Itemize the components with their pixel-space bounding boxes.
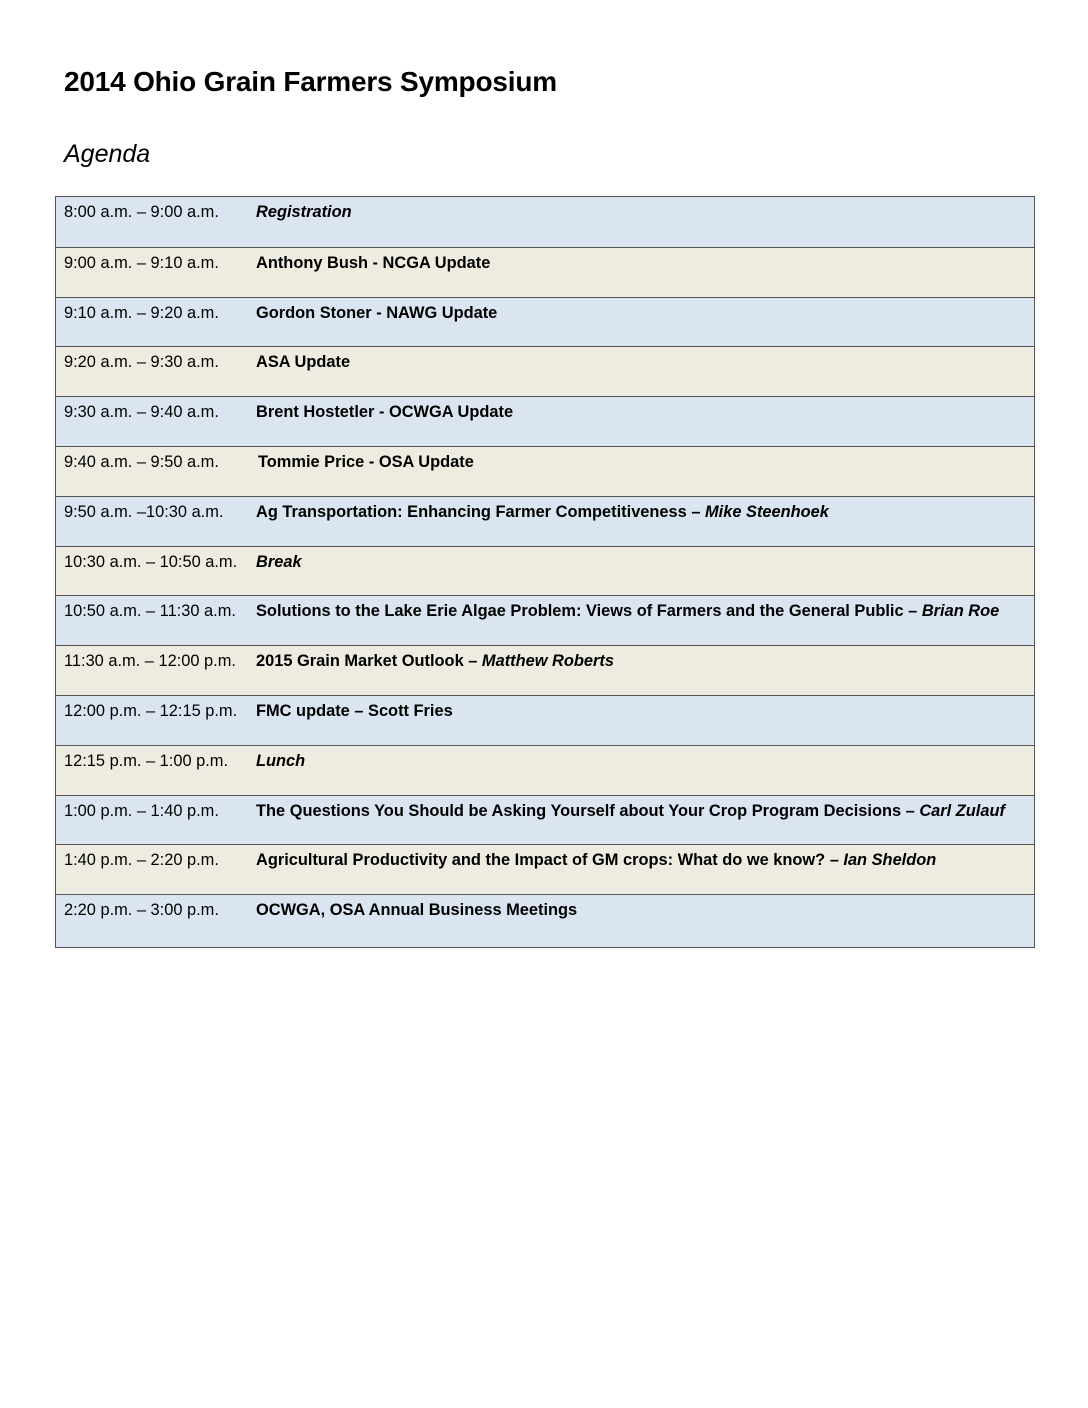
- agenda-time: 11:30 a.m. – 12:00 p.m.: [64, 652, 236, 671]
- session-title: Solutions to the Lake Erie Algae Problem: Views of Farmers and the General Public –: [256, 602, 918, 621]
- session-title: ASA Update: [256, 353, 351, 372]
- agenda-row: [56, 695, 1034, 745]
- session-title: Break: [256, 552, 302, 571]
- agenda-row: [56, 844, 1034, 894]
- session-title: Anthony Bush - NCGA Update: [256, 253, 491, 272]
- session-title: Agricultural Productivity and the Impact of GM crops: What do we know? –: [256, 851, 839, 870]
- session-speaker: Ian Sheldon: [843, 851, 937, 870]
- session-title: Brent Hostetler - OCWGA Update: [256, 403, 514, 422]
- agenda-time: 9:40 a.m. – 9:50 a.m.: [64, 452, 219, 471]
- session-title: 2015 Grain Market Outlook –: [256, 652, 478, 671]
- agenda-time: 1:00 p.m. – 1:40 p.m.: [64, 801, 219, 820]
- agenda-row: [56, 247, 1034, 297]
- session-speaker: Mike Steenhoek: [705, 502, 829, 521]
- document-title: 2014 Ohio Grain Farmers Symposium: [64, 66, 557, 97]
- agenda-session: [256, 602, 999, 621]
- agenda-row: [56, 894, 1034, 947]
- agenda-session: [256, 304, 497, 323]
- agenda-session: [256, 802, 1005, 821]
- agenda-time: 12:00 p.m. – 12:15 p.m.: [64, 701, 238, 720]
- session-title: FMC update – Scott Fries: [256, 701, 453, 720]
- agenda-row: [56, 396, 1034, 446]
- agenda-session: [256, 353, 350, 372]
- agenda-session: [256, 503, 829, 522]
- session-title: The Questions You Should be Asking Yourself about Your Crop Program Decisions –: [256, 801, 915, 820]
- session-speaker: Carl Zulauf: [919, 801, 1005, 820]
- agenda-session: [256, 851, 936, 870]
- agenda-row: [56, 795, 1034, 845]
- agenda-session: [256, 652, 614, 671]
- session-title: Ag Transportation: Enhancing Farmer Competitiveness –: [256, 502, 701, 521]
- agenda-row: [56, 645, 1034, 695]
- agenda-row: [56, 496, 1034, 546]
- agenda-row: [56, 446, 1034, 496]
- agenda-row: [56, 745, 1034, 795]
- agenda-time: 1:40 p.m. – 2:20 p.m.: [64, 851, 219, 870]
- agenda-row: [56, 595, 1034, 645]
- agenda-row: [56, 546, 1034, 596]
- agenda-time: 8:00 a.m. – 9:00 a.m.: [64, 203, 219, 221]
- agenda-session: [256, 702, 453, 721]
- agenda-table: [55, 196, 1035, 948]
- agenda-time: 9:20 a.m. – 9:30 a.m.: [64, 353, 219, 372]
- agenda-session: [256, 901, 577, 920]
- session-speaker: Brian Roe: [921, 602, 1000, 621]
- agenda-time: 9:30 a.m. – 9:40 a.m.: [64, 403, 219, 422]
- agenda-session: [256, 403, 513, 422]
- agenda-time: 10:50 a.m. – 11:30 a.m.: [64, 602, 236, 621]
- agenda-session: [258, 453, 474, 472]
- session-title: Gordon Stoner - NAWG Update: [256, 303, 498, 322]
- agenda-heading: Agenda: [64, 140, 151, 168]
- agenda-session: [256, 553, 302, 572]
- agenda-time: 10:30 a.m. – 10:50 a.m.: [64, 552, 238, 571]
- agenda-time: 12:15 p.m. – 1:00 p.m.: [64, 751, 229, 770]
- agenda-session: [256, 752, 305, 771]
- session-speaker: Matthew Roberts: [481, 652, 614, 671]
- agenda-row: [56, 346, 1034, 396]
- agenda-row: [56, 297, 1034, 347]
- session-title: Lunch: [256, 751, 306, 770]
- agenda-session: [256, 254, 490, 273]
- agenda-row: [56, 197, 1034, 247]
- agenda-session: [256, 203, 352, 222]
- agenda-time: 9:50 a.m. –10:30 a.m.: [64, 502, 224, 521]
- agenda-time: 2:20 p.m. – 3:00 p.m.: [64, 901, 219, 920]
- session-title: OCWGA, OSA Annual Business Meetings: [256, 901, 578, 920]
- agenda-time: 9:10 a.m. – 9:20 a.m.: [64, 303, 219, 322]
- agenda-time: 9:00 a.m. – 9:10 a.m.: [64, 253, 219, 272]
- session-title: Registration: [256, 203, 352, 221]
- session-title: Tommie Price - OSA Update: [258, 452, 474, 471]
